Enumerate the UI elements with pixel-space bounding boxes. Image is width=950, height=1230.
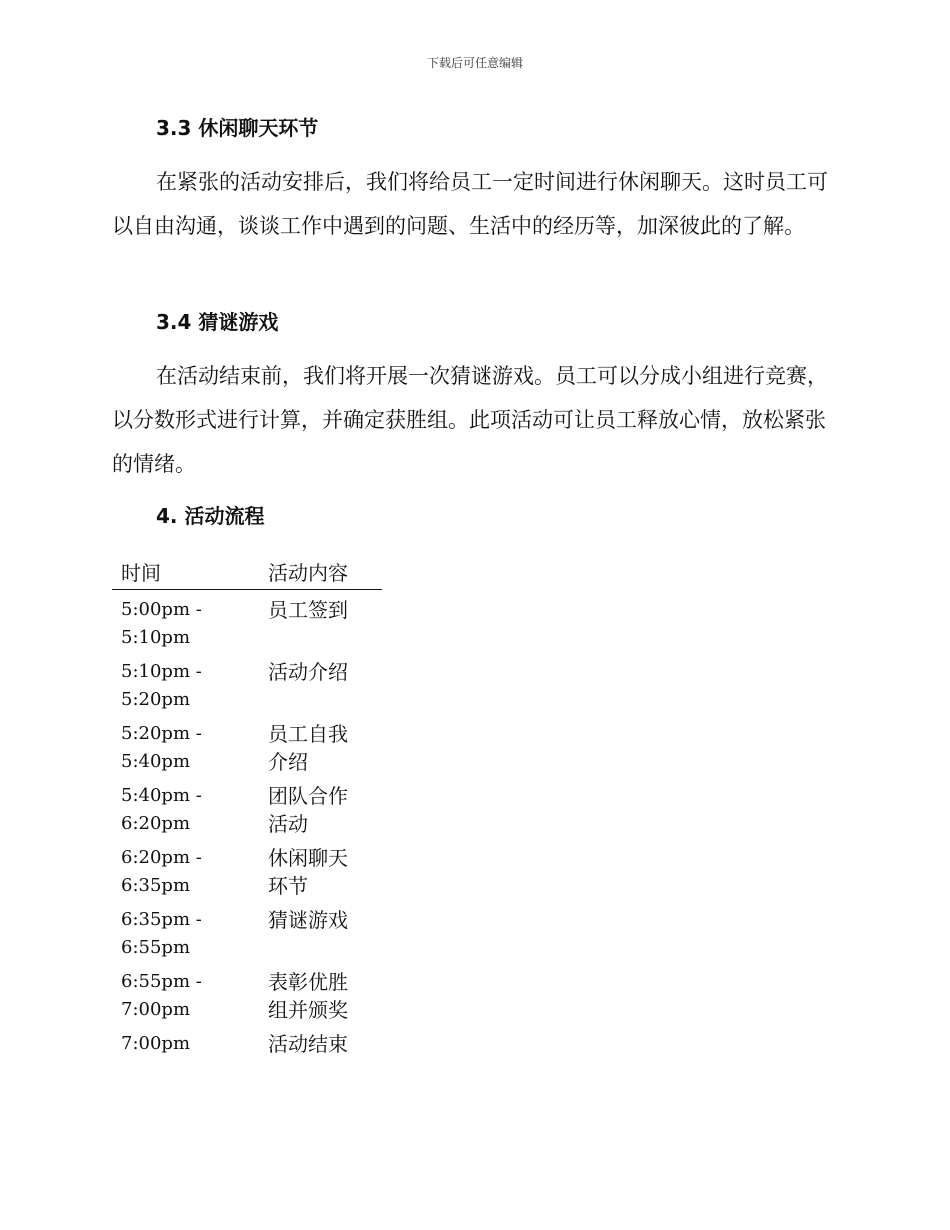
schedule-table <box>112 558 382 1092</box>
column-header-activity: 活动内容 <box>268 561 348 585</box>
section-paragraph-3-3: 在紧张的活动安排后，我们将给员工一定时间进行休闲聊天。这时员工可以自由沟通，谈谈工作中遇到的问题、生活中的经历等，加深彼此的了解。 <box>112 170 828 238</box>
activity-cell: 活动介绍 <box>268 660 348 684</box>
table-header-row <box>112 558 382 590</box>
table-row <box>112 596 382 658</box>
time-cell: 5:20pm - 5:40pm <box>121 723 202 772</box>
activity-cell: 团队合作活动 <box>268 784 348 836</box>
table-row <box>112 782 382 844</box>
section-heading-3-4: 3.4 猜谜游戏 <box>156 310 279 334</box>
section-heading-4: 4. 活动流程 <box>156 504 265 528</box>
table-row <box>112 658 382 720</box>
activity-cell: 猜谜游戏 <box>268 908 348 932</box>
activity-cell: 活动结束 <box>268 1032 348 1056</box>
table-row <box>112 906 382 968</box>
section-heading-3-3: 3.3 休闲聊天环节 <box>156 116 319 140</box>
section-paragraph-3-4: 在活动结束前，我们将开展一次猜谜游戏。员工可以分成小组进行竞赛，以分数形式进行计算，并确定获胜组。此项活动可让员工释放心情，放松紧张的情绪。 <box>112 364 828 476</box>
time-cell: 7:00pm <box>121 1033 191 1054</box>
activity-cell: 员工自我介绍 <box>268 722 348 774</box>
time-cell: 6:55pm - 7:00pm <box>121 971 202 1020</box>
activity-cell: 员工签到 <box>268 598 348 622</box>
time-cell: 5:00pm - 5:10pm <box>121 599 202 648</box>
table-row <box>112 844 382 906</box>
activity-cell: 休闲聊天环节 <box>268 846 348 898</box>
time-cell: 5:40pm - 6:20pm <box>121 785 202 834</box>
table-row <box>112 968 382 1030</box>
column-header-time: 时间 <box>121 561 161 585</box>
table-row <box>112 720 382 782</box>
time-cell: 5:10pm - 5:20pm <box>121 661 202 710</box>
page-header: 下载后可任意编辑 <box>426 56 523 70</box>
activity-cell: 表彰优胜组并颁奖 <box>268 970 348 1022</box>
table-row <box>112 1030 382 1092</box>
time-cell: 6:35pm - 6:55pm <box>121 909 202 958</box>
time-cell: 6:20pm - 6:35pm <box>121 847 202 896</box>
